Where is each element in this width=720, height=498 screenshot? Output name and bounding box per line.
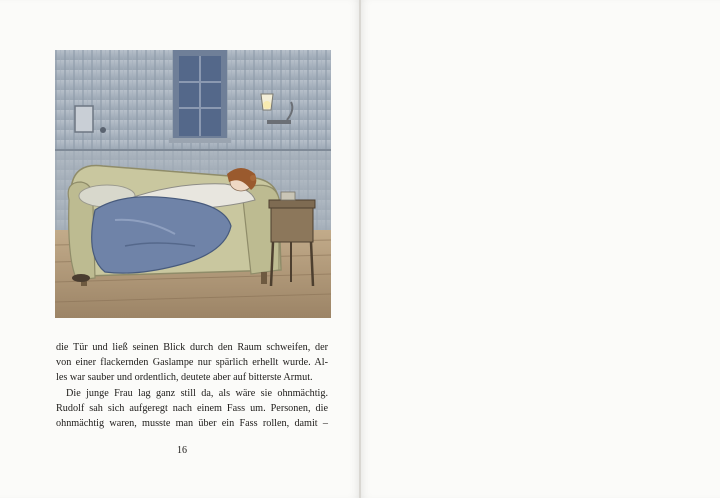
sofa-illustration: [55, 50, 331, 318]
text-line: Rudolf sah sich aufgeregt nach einem Fass um. Personen, die: [56, 402, 328, 414]
text-line: die Tür und ließ seinen Blick durch den Raum schweifen, der: [56, 342, 328, 353]
wall-frame: [75, 106, 93, 132]
right-page: [361, 0, 720, 498]
left-page: [0, 0, 359, 498]
text-line: ohnmächtig waren, musste man über ein Fass rollen, damit –: [56, 418, 328, 430]
text-line: von einer flackernden Gaslampe nur spärlich erhellt wurde. Al-: [56, 357, 328, 369]
left-body-text: [56, 340, 328, 431]
page-number-left: 16: [177, 445, 187, 456]
shoe: [72, 274, 90, 282]
text-line: les war sauber und ordentlich, deutete aber auf bitterste Armut.: [56, 372, 313, 384]
text-line: Die junge Frau lag ganz still da, als wäre sie ohnmächtig.: [66, 387, 328, 399]
window: [169, 50, 231, 143]
